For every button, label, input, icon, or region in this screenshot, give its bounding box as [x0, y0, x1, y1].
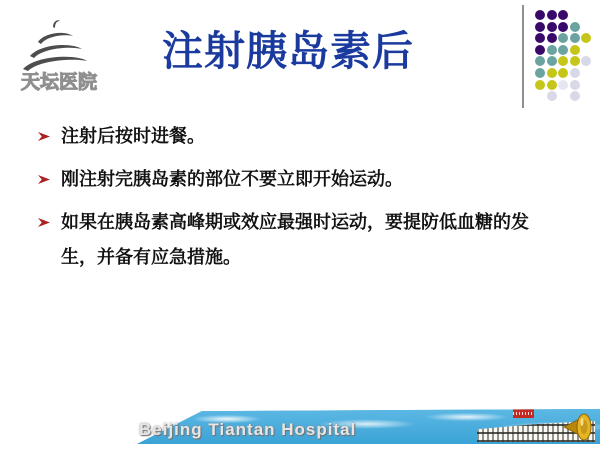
decoration-dot: [535, 68, 545, 78]
decoration-dot: [547, 33, 557, 43]
decoration-dot: [570, 91, 580, 101]
decoration-dot: [570, 68, 580, 78]
bullet-text: 刚注射完胰岛素的部位不要立即开始运动。: [61, 169, 403, 189]
decoration-dot: [547, 22, 557, 32]
golden-bell-icon: [562, 412, 594, 442]
bullet-arrow-icon: [37, 130, 51, 143]
list-item: [37, 162, 549, 197]
decoration-dot: [581, 33, 591, 43]
decoration-dot: [570, 45, 580, 55]
decoration-dot: [570, 22, 580, 32]
decoration-dot: [547, 56, 557, 66]
decoration-dot: [535, 45, 545, 55]
decoration-dot: [570, 33, 580, 43]
temple-of-heaven-logo: [20, 10, 110, 95]
temple-roof-icon: [23, 20, 87, 71]
footer-hospital-name: Beijing Tiantan Hospital: [139, 420, 357, 439]
decoration-dot: [535, 33, 545, 43]
decoration-dot: [547, 91, 557, 101]
bullet-text: 如果在胰岛素高峰期或效应最强时运动，要提防低血糖的发生，并备有应急措施。: [61, 212, 529, 267]
decoration-dot: [535, 10, 545, 20]
list-item: [37, 205, 549, 275]
decoration-dot: [558, 68, 568, 78]
list-item: [37, 119, 549, 154]
bullet-text: 注射后按时进餐。: [61, 126, 205, 146]
decoration-dot: [535, 80, 545, 90]
decoration-dot: [570, 56, 580, 66]
decoration-dot: [570, 80, 580, 90]
bullet-arrow-icon: [37, 216, 51, 229]
decoration-dot: [547, 68, 557, 78]
decoration-dot: [558, 10, 568, 20]
hospital-roof-sign: [513, 409, 534, 418]
decoration-dot: [535, 22, 545, 32]
decoration-dot: [558, 80, 568, 90]
logo-text: 天坛医院: [20, 72, 98, 93]
bullet-list: [37, 119, 549, 283]
decoration-dot: [558, 33, 568, 43]
decoration-dot: [535, 56, 545, 66]
decoration-dot: [558, 22, 568, 32]
decoration-dot: [547, 10, 557, 20]
dots-decoration: [535, 10, 597, 108]
decoration-dot: [558, 45, 568, 55]
decoration-dot: [547, 80, 557, 90]
decoration-dot: [558, 56, 568, 66]
slide-title: 注射胰岛素后: [162, 28, 414, 74]
bullet-arrow-icon: [37, 173, 51, 186]
decoration-dot: [547, 45, 557, 55]
vertical-divider-line: [522, 5, 524, 108]
decoration-dot: [581, 56, 591, 66]
